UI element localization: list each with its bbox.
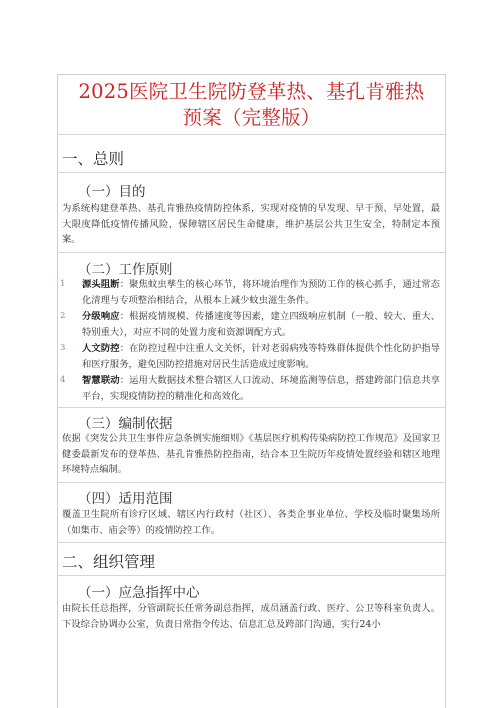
document-title-line-2: 预案（完整版） — [182, 106, 321, 129]
section-heading-general: 一、总则 — [62, 150, 125, 168]
section-divider — [57, 575, 446, 576]
section-divider — [57, 407, 446, 408]
list-item-text: ：在防控过程中注重人文关怀，针对老弱病残等特殊群体提供个性化防护指导和医疗服务，避免因防控措施对居民生活造成过度影响。 — [82, 343, 440, 370]
section-divider — [57, 252, 446, 253]
list-item-lead: 源头阻断 — [82, 279, 120, 290]
paragraph-basis: 依据《突发公共卫生事件应急条例实施细则》《基层医疗机构传染病防控工作规范》及国家卫健委最新发布的登革热、基孔肯雅热防控指南，结合本卫生院历年疫情处置经验和辖区地理环境特点编制。 — [62, 433, 440, 475]
section-divider — [57, 172, 446, 173]
list-item-text: ：聚焦蚊虫孳生的核心环节，将环境治理作为预防工作的核心抓手，通过常态化清理与专项整治相结合，从根本上减少蚊虫滋生条件。 — [82, 279, 440, 306]
list-item-text: ：根据疫情规模、传播速度等因素，建立四级响应机制（一般、较大、重大、特别重大），对应不同的处置力度和资源调配方式。 — [82, 311, 440, 338]
section-divider — [57, 482, 446, 483]
list-item-number: 4 — [60, 375, 66, 385]
title-divider — [57, 134, 446, 135]
document-title-line-1: 2025医院卫生院防登革热、基孔肯雅热 — [78, 80, 425, 103]
list-item — [60, 373, 440, 404]
list-item-text: ：运用大数据技术整合辖区人口流动、环境监测等信息，搭建跨部门信息共享平台，实现疫情防控的精准化和高效化。 — [82, 375, 440, 402]
section-heading-organization: 二、组织管理 — [62, 553, 156, 571]
section-divider — [57, 542, 446, 543]
paragraph-command-center: 由院长任总指挥，分管副院长任常务副总指挥，成员涵盖行政、医疗、公卫等科室负责人。下设综合协调办公室，负责日常指令传达、信息汇总及跨部门沟通，实行24小 — [62, 603, 440, 630]
list-item-number: 2 — [60, 311, 66, 321]
list-item — [60, 309, 440, 340]
subheading-command-center: （一）应急指挥中心 — [78, 585, 200, 601]
subheading-principles: （二）工作原则 — [78, 262, 173, 278]
subheading-basis: （三）编制依据 — [78, 416, 173, 432]
list-item-number: 3 — [60, 343, 66, 353]
list-item-lead: 分级响应 — [82, 311, 120, 322]
subheading-purpose: （一）目的 — [78, 184, 146, 200]
list-item — [60, 277, 440, 308]
paragraph-scope: 覆盖卫生院所有诊疗区域、辖区内行政村（社区）、各类企事业单位、学校及临时聚集场所（如集市、庙会等）的疫情防控工作。 — [62, 509, 440, 536]
list-item-lead: 智慧联动 — [82, 375, 120, 386]
subheading-scope: （四）适用范围 — [78, 491, 173, 507]
paragraph-purpose: 为系统构建登革热、基孔肯雅热疫情防控体系，实现对疫情的早发现、早干预、早处置，最大限度降低疫情传播风险，保障辖区居民生命健康，维护基层公共卫生安全，特制定本预案。 — [62, 203, 440, 245]
list-item-lead: 人文防控 — [82, 343, 120, 354]
list-item — [60, 341, 440, 372]
list-item-number: 1 — [60, 279, 66, 289]
